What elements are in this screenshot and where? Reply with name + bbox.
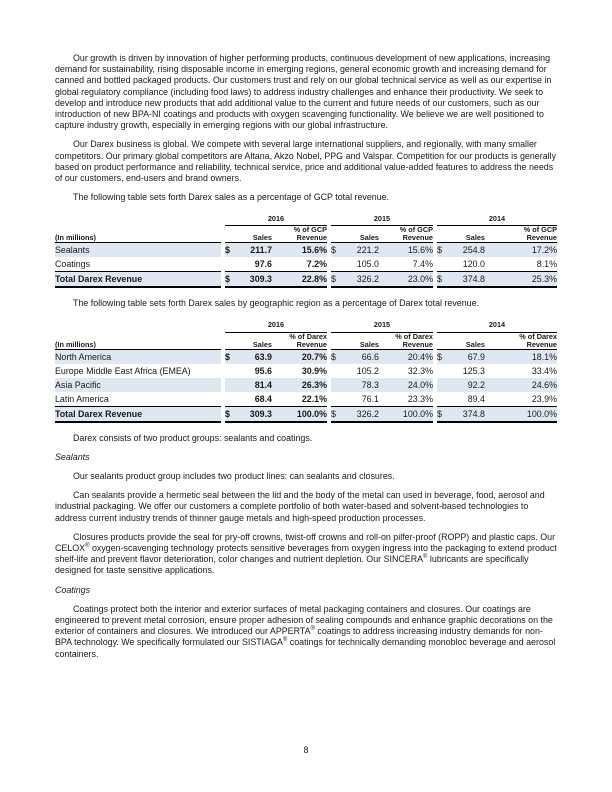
- year-2016: 2016: [225, 318, 327, 333]
- currency-symbol: $: [437, 243, 451, 258]
- cell-value: 374.8: [451, 406, 485, 422]
- cell-value: 105.2: [356, 365, 379, 376]
- row-label: Sealants: [55, 243, 221, 258]
- year-header-row: [55, 211, 557, 226]
- row-label: Latin America: [55, 393, 109, 404]
- cell-value: 25.3%: [485, 272, 557, 288]
- cell-value: 7.2%: [306, 259, 327, 270]
- year-2016: 2016: [225, 211, 327, 226]
- cell-value: 33.4%: [531, 365, 557, 376]
- year-2015: 2015: [331, 318, 433, 333]
- cell-value: 120.0: [462, 259, 485, 270]
- currency-symbol: $: [331, 272, 345, 288]
- section-heading-sealants: Sealants: [55, 451, 90, 462]
- cell-value: 97.6: [254, 259, 272, 270]
- table-row: [55, 364, 557, 378]
- cell-value: 309.3: [239, 272, 272, 288]
- cell-value: 30.9%: [301, 365, 327, 376]
- row-label: Total Darex Revenue: [55, 272, 221, 288]
- pct-header: % of GCP Revenue: [272, 226, 327, 243]
- cell-value: 81.4: [239, 378, 272, 392]
- table-row: [55, 392, 557, 407]
- pct-header: % of Darex Revenue: [272, 332, 327, 349]
- table-row: [55, 349, 557, 364]
- column-header-row: [55, 332, 557, 349]
- cell-value: 254.8: [451, 243, 485, 258]
- sales-header: Sales: [331, 332, 379, 349]
- cell-value: 326.2: [345, 406, 379, 422]
- currency-symbol: $: [437, 406, 451, 422]
- total-row: [55, 406, 557, 422]
- row-label: Europe Middle East Africa (EMEA): [55, 365, 191, 376]
- row-label: North America: [55, 349, 221, 364]
- row-label: Coatings: [55, 259, 91, 270]
- cell-value: 92.2: [451, 378, 485, 392]
- cell-value: 63.9: [239, 349, 272, 364]
- cell-value: 374.8: [451, 272, 485, 288]
- currency-symbol: $: [437, 272, 451, 288]
- cell-value: 20.4%: [379, 349, 433, 364]
- cell-value: 66.6: [345, 349, 379, 364]
- cell-value: 24.6%: [485, 378, 557, 392]
- cell-value: 211.7: [239, 243, 272, 258]
- year-2015: 2015: [331, 211, 433, 226]
- sales-header: Sales: [331, 226, 379, 243]
- cell-value: 95.6: [254, 365, 272, 376]
- cell-value: 15.6%: [272, 243, 327, 258]
- cell-value: 100.0%: [379, 406, 433, 422]
- cell-value: 309.3: [239, 406, 272, 422]
- year-header-row: [55, 318, 557, 333]
- year-2014: 2014: [437, 318, 557, 333]
- cell-value: 23.0%: [379, 272, 433, 288]
- paragraph-closures: Closures products provide the seal for pry-off crowns, twist-off crowns and roll-on pilfer-proof (ROPP) and plastic caps. Our CELOX® oxygen-scavenging technology protects sensitive beverages from oxygen ingress into the packaging to extend product shelf-life and prevent flavor deterioration, color changes and nutrient depletion. Our SINCERA® lubricants are specifically designed for taste sensitive applications.: [55, 531, 557, 576]
- paragraph-coatings: Coatings protect both the interior and exterior surfaces of metal packaging containers and closures. Our coatings are engineered to prevent metal corrosion, ensure proper adhesion of sealing compounds and enhance graphic decorations on the exterior of containers and closures. We introduced our APPERTA® coatings to address increasing industry demands for non-BPA technology. We specifically formulated our SISTIAGA® coatings for technically demanding monobloc beverage and aerosol containers.: [55, 603, 556, 659]
- unit-label: (In millions): [55, 226, 221, 243]
- cell-value: 221.2: [345, 243, 379, 258]
- cell-value: 67.9: [451, 349, 485, 364]
- cell-value: 32.3%: [407, 365, 433, 376]
- darex-sales-gcp-table: [55, 211, 557, 288]
- paragraph-table2-intro: The following table sets forth Darex sales by geographic region as a percentage of Darex total revenue.: [73, 298, 480, 309]
- cell-value: 76.1: [361, 393, 379, 404]
- cell-value: 105.0: [356, 259, 379, 270]
- sales-header: Sales: [225, 226, 272, 243]
- cell-value: 7.4%: [412, 259, 433, 270]
- cell-value: 68.4: [254, 393, 272, 404]
- cell-value: 17.2%: [485, 243, 557, 258]
- table-row: [55, 243, 557, 258]
- sales-header: Sales: [437, 226, 485, 243]
- cell-value: 22.8%: [272, 272, 327, 288]
- section-heading-coatings: Coatings: [55, 584, 91, 595]
- page-content: [55, 53, 557, 668]
- currency-symbol: $: [225, 349, 239, 364]
- cell-value: 8.1%: [536, 259, 557, 270]
- sales-header: Sales: [437, 332, 485, 349]
- table-row: [55, 257, 557, 272]
- paragraph-can-sealants: Can sealants provide a hermetic seal between the lid and the body of the metal can used in beverage, food, aerosol and industrial packaging. We offer our customers a complete portfolio of both water-based and solvent-based technologies to address current industry trends of thinner gauge metals and high-speed production processes.: [55, 490, 545, 523]
- cell-value: 15.6%: [379, 243, 433, 258]
- cell-value: 100.0%: [485, 406, 557, 422]
- paragraph-growth: Our growth is driven by innovation of higher performing products, continuous development of new applications, increasing demand for sustainability, rising disposable income in emerging regions, general economic growth and increasing demand for canned and bottled packaged products. Our customers trust and rely on our global technical service as well as our expertise in global regulatory compliance (including food laws) to address industry challenges and enhance their productivity. We seek to develop and introduce new products that add additional value to the current and future needs of our customers, such as our introduction of new BPA-NI coatings and products with oxygen scavenging functionality. We believe we are well positioned to capture industry growth, especially in emerging regions with our global infrastructure.: [55, 53, 552, 131]
- cell-value: 24.0%: [379, 378, 433, 392]
- pct-header: % of Darex Revenue: [379, 332, 433, 349]
- currency-symbol: $: [225, 406, 239, 422]
- cell-value: 20.7%: [272, 349, 327, 364]
- paragraph-table1-intro: The following table sets forth Darex sales as a percentage of GCP total revenue.: [73, 192, 390, 203]
- currency-symbol: $: [225, 243, 239, 258]
- currency-symbol: $: [437, 349, 451, 364]
- table-row: [55, 378, 557, 392]
- darex-sales-region-table: [55, 318, 557, 423]
- cell-value: 22.1%: [301, 393, 327, 404]
- pct-header: % of GCP Revenue: [379, 226, 433, 243]
- currency-symbol: $: [331, 406, 345, 422]
- cell-value: 89.4: [467, 393, 485, 404]
- cell-value: 18.1%: [485, 349, 557, 364]
- column-header-row: [55, 226, 557, 243]
- cell-value: 100.0%: [272, 406, 327, 422]
- paragraph-sealants-lines: Our sealants product group includes two product lines: can sealants and closures.: [73, 471, 395, 482]
- cell-value: 125.3: [462, 365, 485, 376]
- row-label: Total Darex Revenue: [55, 406, 221, 422]
- pct-header: % of Darex Revenue: [485, 332, 557, 349]
- page-number: 8: [303, 745, 309, 755]
- row-label: Asia Pacific: [55, 378, 221, 392]
- currency-symbol: $: [331, 349, 345, 364]
- pct-header: % of GCP Revenue: [485, 226, 557, 243]
- unit-label: (In millions): [55, 332, 221, 349]
- cell-value: 26.3%: [272, 378, 327, 392]
- paragraph-darex-business: Our Darex business is global. We compete with several large international suppliers, and regionally, with many smaller competitors. Our primary global competitors are Altana, Akzo Nobel, PPG and Valspar. Competition for our products is generally based on product performance and reliability, technical service, price and additional value-added features to address the needs of our customers, end-users and brand owners.: [55, 139, 557, 184]
- cell-value: 23.3%: [407, 393, 433, 404]
- currency-symbol: $: [331, 243, 345, 258]
- total-row: [55, 272, 557, 288]
- year-2014: 2014: [437, 211, 557, 226]
- currency-symbol: $: [225, 272, 239, 288]
- cell-value: 78.3: [345, 378, 379, 392]
- cell-value: 326.2: [345, 272, 379, 288]
- paragraph-product-groups: Darex consists of two product groups: sealants and coatings.: [73, 432, 313, 443]
- sales-header: Sales: [225, 332, 272, 349]
- cell-value: 23.9%: [531, 393, 557, 404]
